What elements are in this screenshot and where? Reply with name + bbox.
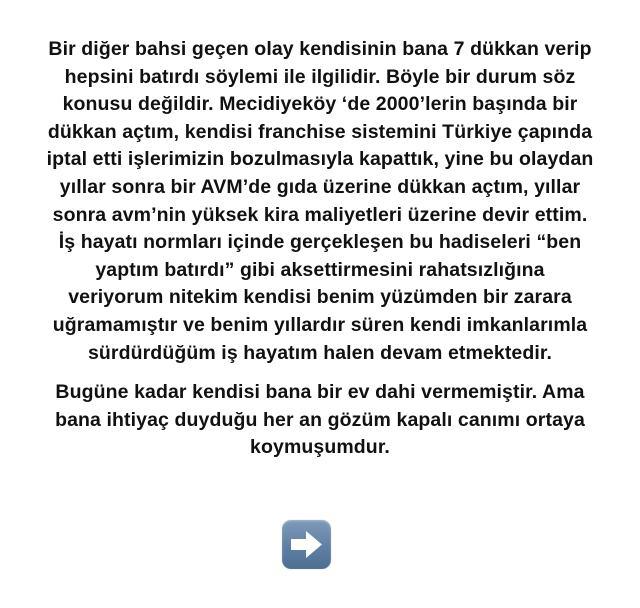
text-line: yaptım batırdı” gibi aksettirmesini rahatsızlığına bbox=[95, 258, 545, 281]
text-line: dükkan açtım, kendisi franchise sistemini Türkiye çapında bbox=[47, 120, 593, 143]
paragraph-2 bbox=[0, 379, 640, 462]
text-line: Bir diğer bahsi geçen olay kendisinin bana 7 dükkan verip bbox=[48, 38, 592, 60]
text-line: koymuşumdur. bbox=[250, 436, 390, 459]
text-line: yıllar sonra bir AVM’de gıda üzerine dükkan açtım, yıllar bbox=[59, 175, 581, 198]
text-line: İş hayatı normları içinde gerçekleşen bu hadiseleri “ben bbox=[58, 231, 582, 254]
text-line: veriyorum nitekim kendisi benim yüzümden bir zarara bbox=[68, 286, 572, 309]
text-line: sürdürdüğüm iş hayatım halen devam etmektedir. bbox=[87, 341, 553, 364]
arrow-right-icon bbox=[289, 529, 324, 560]
text-line: bana ihtiyaç duyduğu her an gözüm kapalı canımı ortaya bbox=[55, 408, 585, 431]
right-arrow-emoji-icon bbox=[282, 520, 331, 569]
text-line: uğramamıştır ve benim yıllardır süren kendi imkanlarımla bbox=[52, 313, 588, 336]
text-line: konusu değildir. Mecidiyeköy ‘de 2000’lerin başında bir bbox=[62, 93, 578, 116]
text-line: hepsini batırdı söylemi ile ilgilidir. Böyle bir durum söz bbox=[64, 65, 576, 88]
text-line: iptal etti işlerimizin bozulmasıyla kapattık, yine bu olaydan bbox=[46, 148, 594, 171]
text-line: sonra avm’nin yüksek kira maliyetleri üzerine devir ettim. bbox=[52, 203, 588, 226]
text-line: Bugüne kadar kendisi bana bir ev dahi vermemiştir. Ama bbox=[55, 381, 585, 403]
paragraph-1 bbox=[0, 36, 640, 367]
